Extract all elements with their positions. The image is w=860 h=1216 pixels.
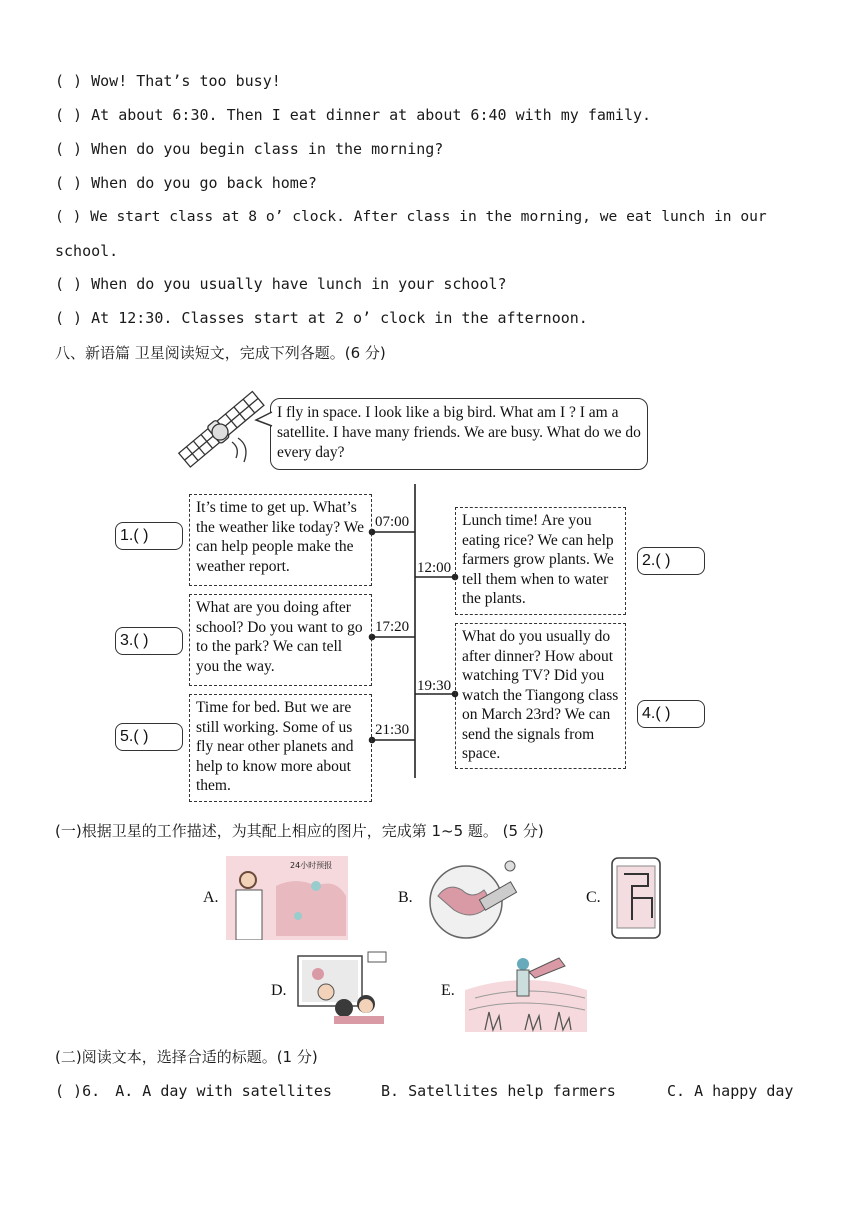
dialogue-text: Wow! That’s too busy! xyxy=(91,72,281,90)
dialogue-text: When do you go back home? xyxy=(91,174,317,192)
dialogue-line-7 xyxy=(55,309,588,327)
time-1930: 19:30 xyxy=(417,678,452,694)
part-2-title: (二)阅读文本，选择合适的标题。(1 分) xyxy=(55,1048,318,1066)
answer-bracket[interactable]: ( ) xyxy=(55,174,83,192)
dialogue-line-2 xyxy=(55,106,651,124)
answer-bracket[interactable]: ( ) xyxy=(55,275,83,293)
answer-box-5[interactable]: 5.( ) xyxy=(115,723,183,751)
dialogue-text-cont: school. xyxy=(55,242,119,260)
picture-d-letter: D. xyxy=(271,982,287,999)
picture-b-letter: B. xyxy=(398,889,413,906)
option-c[interactable]: C. A happy day xyxy=(667,1082,794,1100)
tv-class-picture xyxy=(296,950,388,1032)
answer-box-1[interactable]: 1.( ) xyxy=(115,522,183,550)
answer-box-2[interactable]: 2.( ) xyxy=(637,547,705,575)
dialogue-line-4 xyxy=(55,174,317,192)
picture-e-letter: E. xyxy=(441,982,455,999)
dialogue-line-5 xyxy=(55,208,767,225)
farmer-field-picture xyxy=(465,950,587,1032)
answer-bracket[interactable]: ( ) xyxy=(55,208,82,225)
answer-bracket[interactable]: ( ) xyxy=(55,106,83,124)
time-2130: 21:30 xyxy=(375,722,410,738)
question-6 xyxy=(55,1082,815,1100)
satellite-icon xyxy=(172,384,272,476)
dialogue-line-3 xyxy=(55,140,443,158)
bubble-tail xyxy=(254,410,274,430)
time-1720: 17:20 xyxy=(375,619,410,635)
dialogue-line-1 xyxy=(55,72,281,90)
phone-map-picture xyxy=(610,856,662,940)
question-number: 6. xyxy=(82,1082,101,1100)
answer-box-3[interactable]: 3.( ) xyxy=(115,627,183,655)
dialogue-text: When do you usually have lunch in your school? xyxy=(91,275,507,293)
planet-satellite-picture xyxy=(418,856,524,940)
picture-a-letter: A. xyxy=(203,889,219,906)
activity-box-1200: Lunch time! Are you eating rice? We can help farmers grow plants. We tell them when to water the plants. xyxy=(455,507,626,615)
section-8-title: 八、新语篇 卫星阅读短文，完成下列各题。(6 分) xyxy=(55,344,386,362)
answer-bracket[interactable]: ( ) xyxy=(55,140,83,158)
activity-box-1720: What are you doing after school? Do you want to go to the park? We can tell you the way. xyxy=(189,594,372,686)
activity-box-2130: Time for bed. But we are still working. Some of us fly near other planets and help to know more about them. xyxy=(189,694,372,802)
part-1-title: (一)根据卫星的工作描述，为其配上相应的图片，完成第 1~5 题。 (5 分) xyxy=(55,822,544,840)
dialogue-text: We start class at 8 o’ clock. After class in the morning, we eat lunch in our xyxy=(90,208,767,225)
time-1200: 12:00 xyxy=(417,560,452,576)
dialogue-text: At 12:30. Classes start at 2 o’ clock in the afternoon. xyxy=(91,309,588,327)
answer-bracket[interactable]: ( ) xyxy=(55,1082,83,1100)
dialogue-line-6 xyxy=(55,275,507,293)
activity-box-1930: What do you usually do after dinner? How about watching TV? Did you watch the Tiangong class on March 23rd? We can send the signals from space. xyxy=(455,623,626,769)
forecast-banner: 24小时预报 xyxy=(290,861,333,870)
activity-box-0700: It’s time to get up. What’s the weather like today? We can help people make the weather report. xyxy=(189,494,372,586)
time-0700: 07:00 xyxy=(375,514,410,530)
weather-report-picture xyxy=(226,856,348,940)
dialogue-text: At about 6:30. Then I eat dinner at about 6:40 with my family. xyxy=(91,106,652,124)
answer-bracket[interactable]: ( ) xyxy=(55,309,83,327)
option-b[interactable]: B. Satellites help farmers xyxy=(381,1082,616,1100)
answer-box-4[interactable]: 4.( ) xyxy=(637,700,705,728)
dialogue-text: When do you begin class in the morning? xyxy=(91,140,444,158)
option-a[interactable]: A. A day with satellites xyxy=(115,1082,332,1100)
picture-c-letter: C. xyxy=(586,889,601,906)
answer-bracket[interactable]: ( ) xyxy=(55,72,83,90)
dialogue-line-5-cont xyxy=(55,242,118,260)
speech-bubble: I fly in space. I look like a big bird. What am I ? I am a satellite. I have many friends. We are busy. What do we do every day? xyxy=(270,398,648,470)
